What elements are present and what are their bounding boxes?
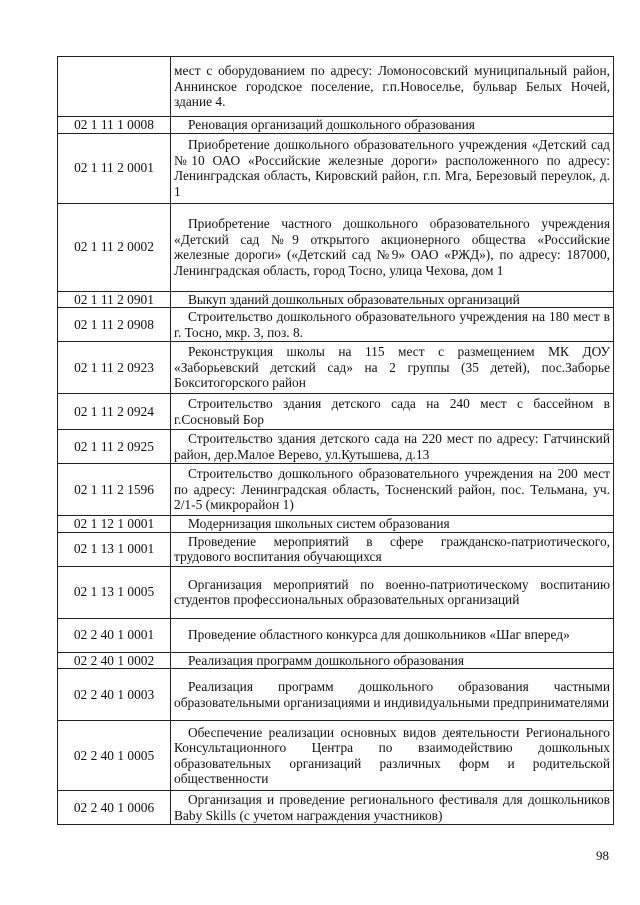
description-cell: Приобретение дошкольного образовательного учреждения «Детский сад №10 ОАО «Российские железные дороги» расположенного по адресу: Ленинградская область, Кировский район, г.п. Мга, Березовый переулок, д. 1 [171, 133, 614, 203]
description-cell: Строительство здания детского сада на 220 мест по адресу: Гатчинский район, дер.Малое Верево, ул.Кутышева, д.13 [171, 430, 614, 464]
code-cell: 02 1 11 1 0008 [58, 117, 171, 134]
code-cell: 02 1 11 2 0001 [58, 133, 171, 203]
description-cell: Реализация программ дошкольного образования частными образовательными организациями и индивидуальными предпринимателями [171, 669, 614, 721]
code-cell [58, 57, 171, 117]
code-cell: 02 1 11 2 0923 [58, 342, 171, 394]
code-cell: 02 2 40 1 0002 [58, 652, 171, 669]
code-cell: 02 2 40 1 0006 [58, 791, 171, 825]
table-row [58, 117, 614, 134]
code-cell: 02 1 11 2 0925 [58, 430, 171, 464]
code-cell: 02 1 13 1 0001 [58, 532, 171, 566]
table-row [58, 291, 614, 308]
page-number: 98 [596, 848, 609, 863]
code-cell: 02 1 11 2 1596 [58, 464, 171, 516]
table-row [58, 342, 614, 394]
code-cell: 02 1 11 2 0901 [58, 291, 171, 308]
table-row [58, 721, 614, 791]
table-row [58, 516, 614, 533]
code-cell: 02 2 40 1 0003 [58, 669, 171, 721]
description-cell: Проведение мероприятий в сфере гражданско-патриотического, трудового воспитания обучающихся [171, 532, 614, 566]
table-row [58, 57, 614, 117]
description-cell: Реновация организаций дошкольного образования [171, 117, 614, 134]
code-cell: 02 1 11 2 0924 [58, 394, 171, 430]
table-row [58, 203, 614, 291]
description-cell: Строительство дошкольного образовательного учреждения на 180 мест в г. Тосно, мкр. 3, поз. 8. [171, 308, 614, 342]
table-row [58, 566, 614, 618]
budget-codes-table [57, 56, 614, 825]
code-cell: 02 1 11 2 0002 [58, 203, 171, 291]
description-cell: мест с оборудованием по адресу: Ломоносовский муниципальный район, Аннинское городское поселение, г.п.Новоселье, бульвар Белых Ночей, здание 4. [171, 57, 614, 117]
description-cell: Строительство дошкольного образовательного учреждения на 200 мест по адресу: Ленинградская область, Тосненский район, пос. Тельмана, уч. 2/1-5 (микрорайон 1) [171, 464, 614, 516]
description-cell: Модернизация школьных систем образования [171, 516, 614, 533]
table-row [58, 308, 614, 342]
table-row [58, 133, 614, 203]
description-cell: Реконструкция школы на 115 мест с размещением МК ДОУ «Заборьевский детский сад» на 2 группы (35 детей), пос.Заборье Бокситогорского район [171, 342, 614, 394]
table-row [58, 669, 614, 721]
description-cell: Организация мероприятий по военно-патриотическому воспитанию студентов профессиональных образовательных организаций [171, 566, 614, 618]
table-row [58, 394, 614, 430]
description-cell: Приобретение частного дошкольного образовательного учреждения «Детский сад №9 открытого акционерного общества «Российские железные дороги» («Детский сад №9» ОАО «РЖД»), по адресу: 187000, Ленинградская область, город Тосно, улица Чехова, дом 1 [171, 203, 614, 291]
code-cell: 02 1 13 1 0005 [58, 566, 171, 618]
description-cell: Строительство здания детского сада на 240 мест с бассейном в г.Сосновый Бор [171, 394, 614, 430]
table-row [58, 791, 614, 825]
description-cell: Организация и проведение регионального фестиваля для дошкольников Baby Skills (с учетом награждения участников) [171, 791, 614, 825]
table-row [58, 464, 614, 516]
code-cell: 02 1 11 2 0908 [58, 308, 171, 342]
description-cell: Проведение областного конкурса для дошкольников «Шаг вперед» [171, 618, 614, 652]
table-row [58, 618, 614, 652]
code-cell: 02 2 40 1 0001 [58, 618, 171, 652]
code-cell: 02 1 12 1 0001 [58, 516, 171, 533]
table-row [58, 430, 614, 464]
description-cell: Обеспечение реализации основных видов деятельности Регионального Консультационного Центра по взаимодействию дошкольных образовательных организаций различных форм и родительской общественности [171, 721, 614, 791]
code-cell: 02 2 40 1 0005 [58, 721, 171, 791]
description-cell: Реализация программ дошкольного образования [171, 652, 614, 669]
description-cell: Выкуп зданий дошкольных образовательных организаций [171, 291, 614, 308]
table-row [58, 532, 614, 566]
table-row [58, 652, 614, 669]
